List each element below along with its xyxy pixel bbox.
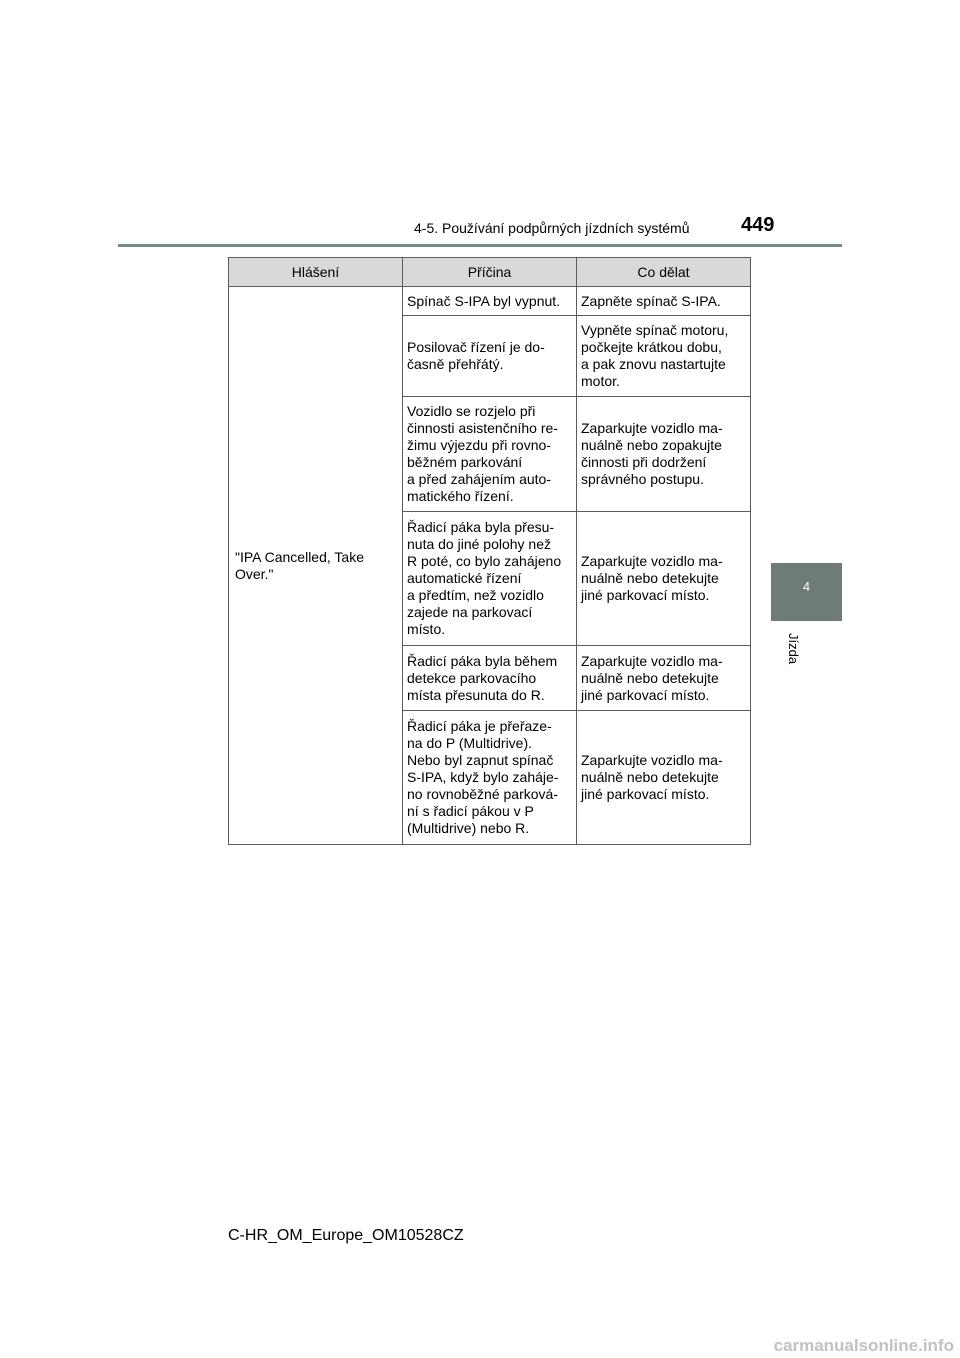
cause-cell bbox=[403, 397, 577, 512]
cause-cell bbox=[403, 287, 577, 316]
header-divider bbox=[118, 244, 842, 247]
column-header-message: Hlášení bbox=[229, 258, 403, 287]
column-header-cause: Příčina bbox=[403, 258, 577, 287]
cause-cell bbox=[403, 316, 577, 397]
cause-text: Řadicí páka byla během detekce parkovacího místa přesunuta do R. bbox=[407, 652, 558, 703]
table-row bbox=[229, 287, 751, 316]
table-header-row bbox=[229, 258, 751, 287]
cause-cell bbox=[403, 711, 577, 845]
action-cell bbox=[577, 711, 751, 845]
action-text: Zaparkujte vozidlo ma- nuálně nebo detekujte jiné parkovací místo. bbox=[581, 752, 723, 802]
action-cell bbox=[577, 397, 751, 512]
column-header-action: Co dělat bbox=[577, 258, 751, 287]
section-title: 4-5. Používání podpůrných jízdních systémů bbox=[414, 220, 690, 236]
action-text: Zapněte spínač S-IPA. bbox=[581, 292, 721, 309]
cause-cell bbox=[403, 646, 577, 711]
action-text: Zaparkujte vozidlo ma- nuálně nebo detekujte jiné parkovací místo. bbox=[581, 652, 723, 703]
action-text: Zaparkujte vozidlo ma- nuálně nebo zopakujte činnosti při dodržení správného postupu. bbox=[581, 420, 723, 487]
messages-table bbox=[228, 257, 751, 845]
message-text: "IPA Cancelled, Take Over." bbox=[235, 548, 364, 582]
action-cell bbox=[577, 316, 751, 397]
document-code: C-HR_OM_Europe_OM10528CZ bbox=[228, 1227, 464, 1244]
cause-text: Spínač S-IPA byl vypnut. bbox=[407, 292, 561, 309]
cause-cell bbox=[403, 512, 577, 646]
action-cell bbox=[577, 287, 751, 316]
message-cell bbox=[229, 287, 403, 845]
cause-text: Řadicí páka je přeřaze- na do P (Multidrive). Nebo byl zapnut spínač S-IPA, když bylo zaháje- no rovnoběžné parková- ní s řadicí pákou v P (Multidrive) nebo R. bbox=[407, 718, 559, 836]
action-text: Zaparkujte vozidlo ma- nuálně nebo detekujte jiné parkovací místo. bbox=[581, 553, 723, 603]
page-number: 449 bbox=[741, 214, 775, 236]
cause-text: Řadicí páka byla přesu- nuta do jiné polohy než R poté, co bylo zahájeno automatické řízení a předtím, než vozidlo zajede na parkovací místo. bbox=[407, 519, 562, 637]
site-watermark: carmanualsonline.info bbox=[773, 1336, 954, 1355]
action-cell bbox=[577, 512, 751, 646]
chapter-tab-number: 4 bbox=[802, 579, 811, 594]
action-cell bbox=[577, 646, 751, 711]
cause-text: Posilovač řízení je do- časně přehřátý. bbox=[407, 339, 545, 372]
action-text: Vypněte spínač motoru, počkejte krátkou dobu, a pak znovu nastartujte motor. bbox=[581, 322, 729, 389]
cause-text: Vozidlo se rozjelo při činnosti asistenčního re- žimu výjezdu při rovno- běžném parkování a před zahájením auto- matického řízení. bbox=[407, 403, 558, 504]
chapter-tab-label: Jízda bbox=[786, 633, 801, 665]
